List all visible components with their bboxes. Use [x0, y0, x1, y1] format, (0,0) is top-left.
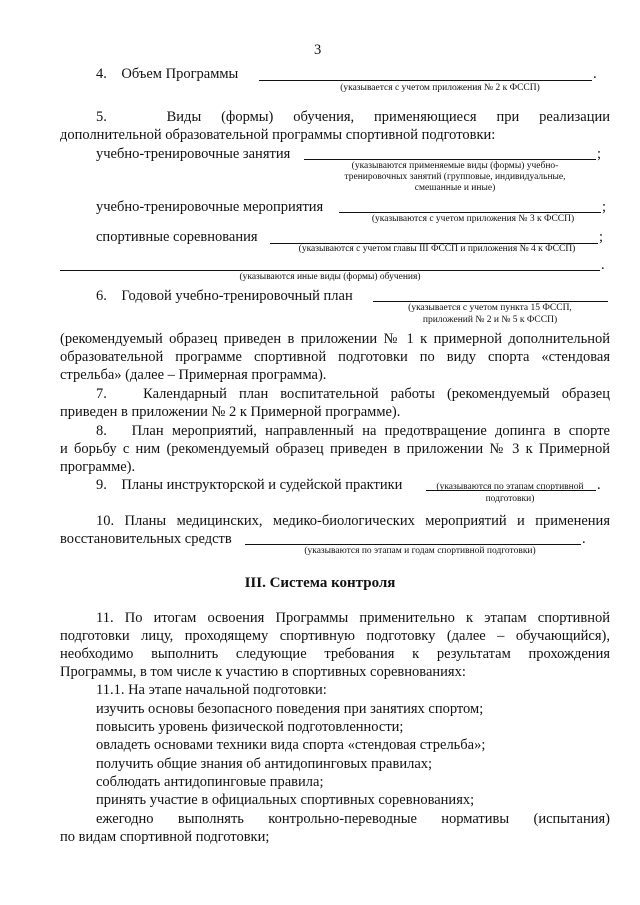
item11-b7: ежегодно выполнять контрольно-переводные нормативы (испытания) — [96, 811, 610, 827]
item9-end: . — [597, 477, 601, 493]
item10-end: . — [582, 531, 586, 547]
item5-training-label: учебно-тренировочные занятия — [96, 146, 291, 162]
item5-events-end: ; — [602, 199, 607, 215]
item11-line2: подготовки лицу, проходящему спортивную подготовку (далее – обучающийся), — [60, 628, 610, 644]
item7-line1: 7. Календарный план воспитательной работы (рекомендуемый образец — [96, 386, 610, 402]
item5-comp-end: ; — [599, 229, 604, 245]
item5-training-note3: смешанные и иные) — [414, 183, 496, 193]
item6-note2: приложений № 2 и № 5 к ФССП) — [422, 315, 558, 325]
item5-other-fill-line — [60, 270, 600, 271]
item5-training-fill-line — [304, 159, 596, 160]
item6-fill-line — [373, 301, 608, 302]
item5-line1: 5. Виды (формы) обучения, применяющиеся при реализации — [96, 109, 610, 125]
item8-line3: программе). — [60, 459, 136, 475]
item5-other-note: (указываются иные виды (формы) обучения) — [239, 272, 421, 282]
item10-label: восстановительных средств — [60, 531, 232, 547]
item11-line3: необходимо выполнить следующие требования к результатам прохождения — [60, 646, 610, 662]
item5-line2: дополнительной образовательной программы спортивной подготовки: — [60, 127, 496, 143]
item6-line3: стрельба» (далее – Примерная программа). — [60, 367, 327, 383]
item11-b4: получить общие знания об антидопинговых правилах; — [96, 756, 433, 772]
item5-comp-label: спортивные соревнования — [96, 229, 258, 245]
item5-other-end: . — [601, 257, 605, 273]
item9-note2: подготовки) — [485, 494, 535, 504]
item7-line2: приведен в приложении № 2 к Примерной программе). — [60, 404, 401, 420]
item9-note1: (указываются по этапам спортивной — [436, 482, 584, 492]
item11-b6: принять участие в официальных спортивных соревнованиях; — [96, 792, 475, 808]
item5-events-label: учебно-тренировочные мероприятия — [96, 199, 324, 215]
item6-label: 6. Годовой учебно-тренировочный план — [96, 288, 353, 304]
item11-sub: 11.1. На этапе начальной подготовки: — [96, 682, 327, 698]
item11-line1: 11. По итогам освоения Программы применительно к этапам спортивной — [96, 610, 610, 626]
item5-training-note2: тренировочных занятий (групповые, индивидуальные, — [344, 172, 566, 182]
item4-label: 4. Объем Программы — [96, 66, 239, 82]
item4-end: . — [593, 66, 597, 82]
item6-line1: (рекомендуемый образец приведен в приложении № 1 к примерной дополнительной — [60, 331, 610, 347]
item5-training-note1: (указываются применяемые виды (формы) учебно- — [351, 161, 559, 171]
item6-note1: (указывается с учетом пункта 15 ФССП, — [408, 303, 572, 313]
item5-events-fill-line — [339, 212, 601, 213]
item11-b5: соблюдать антидопинговые правила; — [96, 774, 324, 790]
item4-note: (указывается с учетом приложения № 2 к ФССП) — [340, 83, 540, 93]
item6-line2: образовательной программе спортивной подготовки по виду спорта «стендовая — [60, 349, 610, 365]
item8-line2: и борьбу с ним (рекомендуемый образец приведен в приложении № 3 к Примерной — [60, 441, 610, 457]
item10-line1: 10. Планы медицинских, медико-биологических мероприятий и применения — [96, 513, 610, 529]
item11-line4: Программы, в том числе к участию в спортивных соревнованиях: — [60, 664, 466, 680]
item5-training-end: ; — [597, 146, 602, 162]
item11-b8: по видам спортивной подготовки; — [60, 829, 270, 845]
item11-b1: изучить основы безопасного поведения при занятиях спортом; — [96, 701, 484, 717]
item9-label: 9. Планы инструкторской и судейской практики — [96, 477, 403, 493]
item5-comp-note: (указываются с учетом главы III ФССП и приложения № 4 к ФССП) — [298, 244, 576, 254]
item10-fill-line — [245, 544, 581, 545]
item11-b3: овладеть основами техники вида спорта «стендовая стрельба»; — [96, 737, 486, 753]
item4-fill-line — [259, 80, 592, 81]
item5-events-note: (указываются с учетом приложения № 3 к ФССП) — [371, 214, 575, 224]
item10-note: (указываются по этапам и годам спортивной подготовки) — [304, 546, 536, 556]
item11-b2: повысить уровень физической подготовленности; — [96, 719, 404, 735]
section-heading: III. Система контроля — [244, 575, 396, 591]
item8-line1: 8. План мероприятий, направленный на предотвращение допинга в спорте — [96, 423, 610, 439]
page-number: 3 — [314, 42, 322, 58]
